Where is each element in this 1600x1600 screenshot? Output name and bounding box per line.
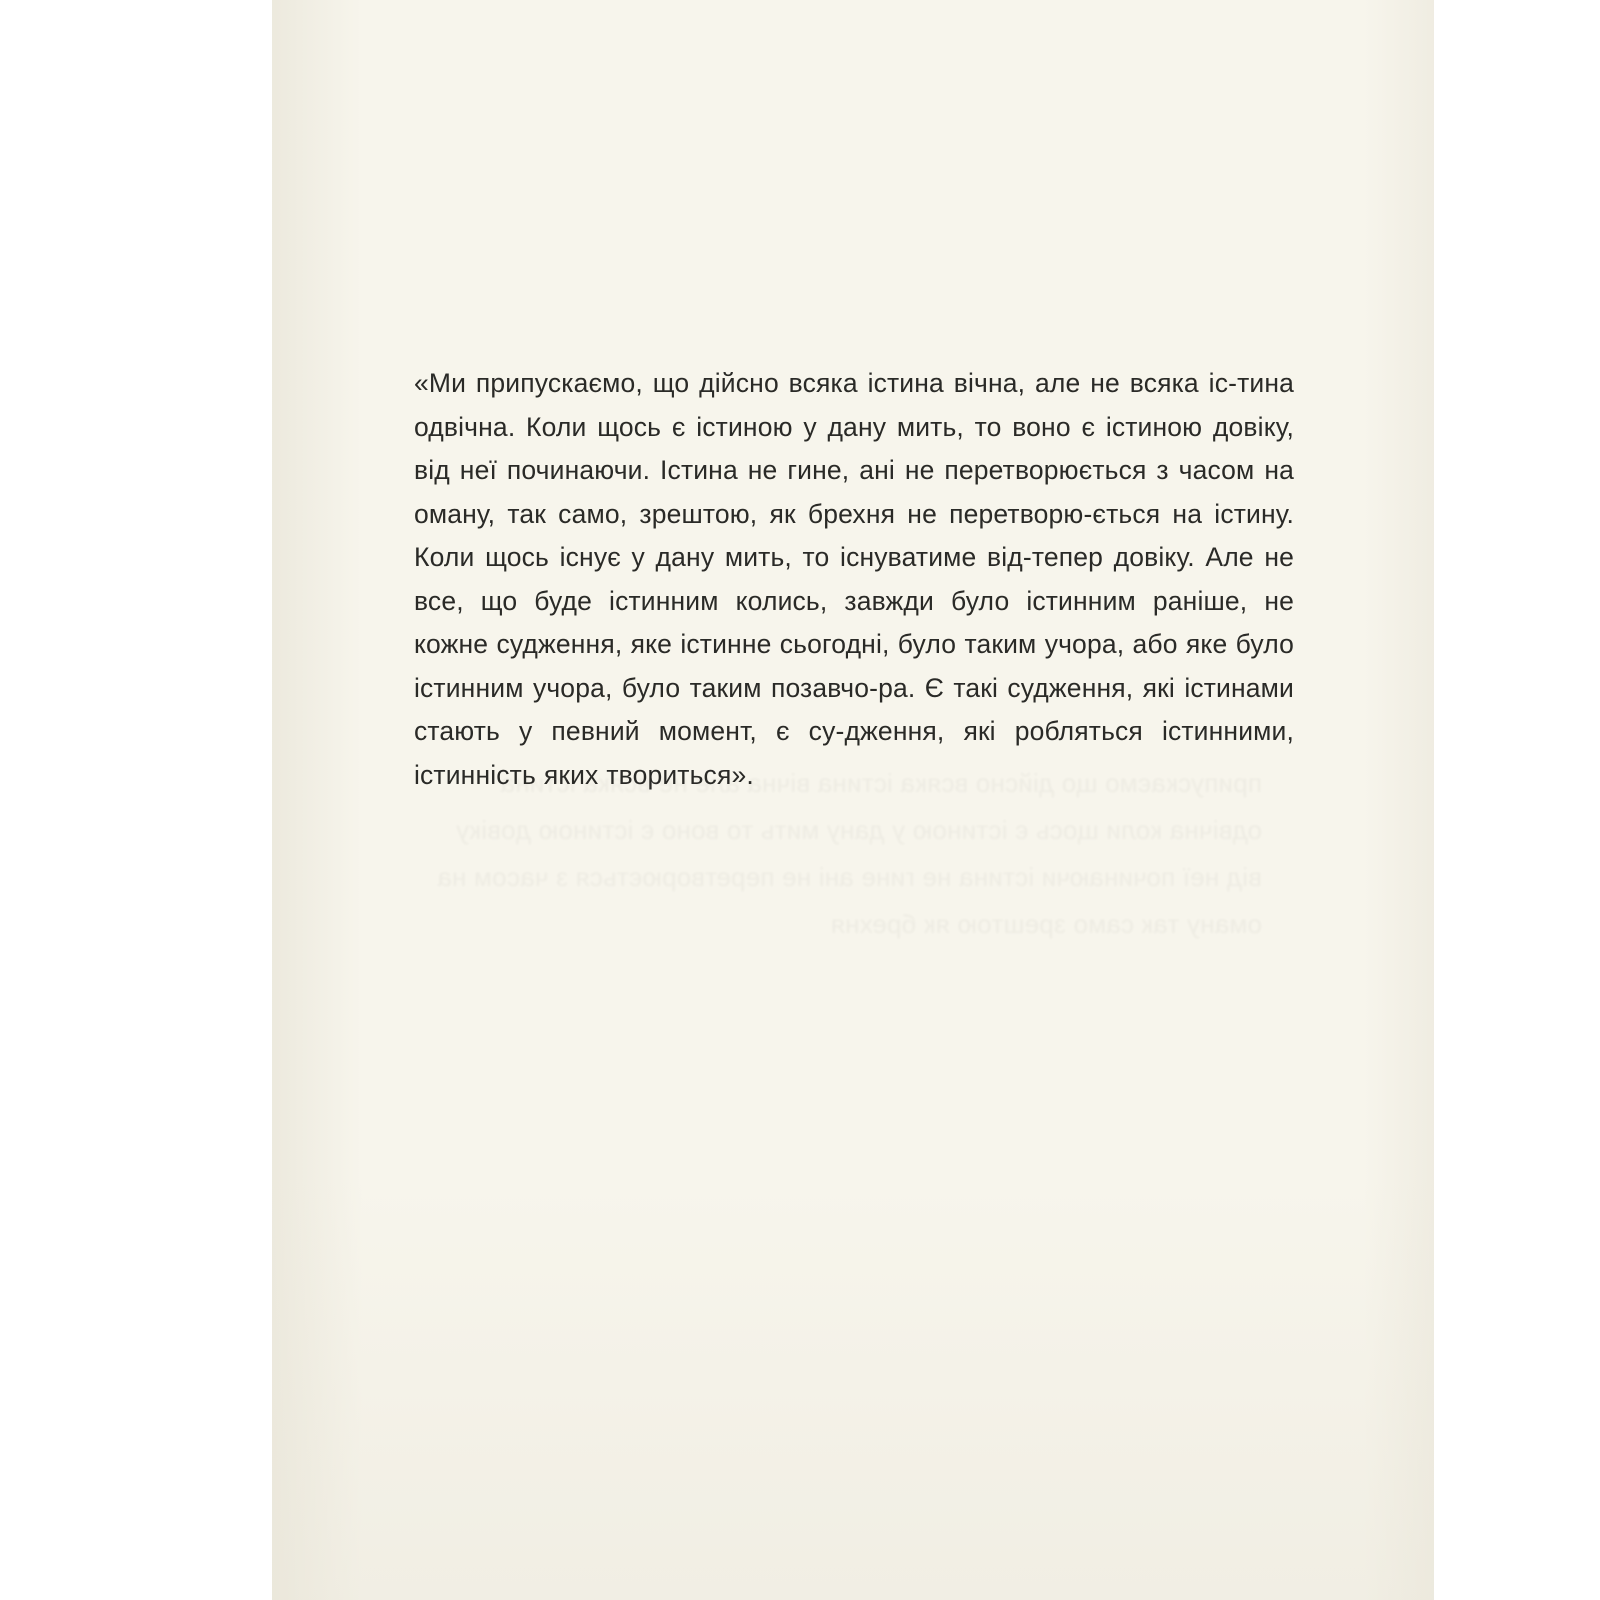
paper-sheet: [272, 0, 1434, 1600]
paper-shadow-left: [272, 0, 362, 1600]
reverse-side-showthrough-text: [422, 760, 1262, 1280]
quote-paragraph: «Ми припускаємо, що дійсно всяка істина вічна, але не всяка іс-тина одвічна. Коли щось є істиною у дану мить, то воно є істиною довіку, від неї починаючи. Істина не гине, ані не перетворюється з часом на оману, так само, зрештою, як брехня не перетворю-ється на істину. Коли щось існує у дану мить, то існуватиме від-тепер довіку. Але не все, що буде істинним колись, завжди було істинним раніше, не кожне судження, яке істинне сьогодні, було таким учора, або яке було істинним учора, було таким позавчо-ра. Є такі судження, які істинами стають у певний момент, є су-дження, які робляться істинними, істинність яких твориться».: [414, 368, 1294, 790]
paper-shadow-bottom: [272, 1180, 1434, 1600]
body-text-block: [414, 362, 1294, 797]
paper-shadow-right: [1364, 0, 1434, 1600]
